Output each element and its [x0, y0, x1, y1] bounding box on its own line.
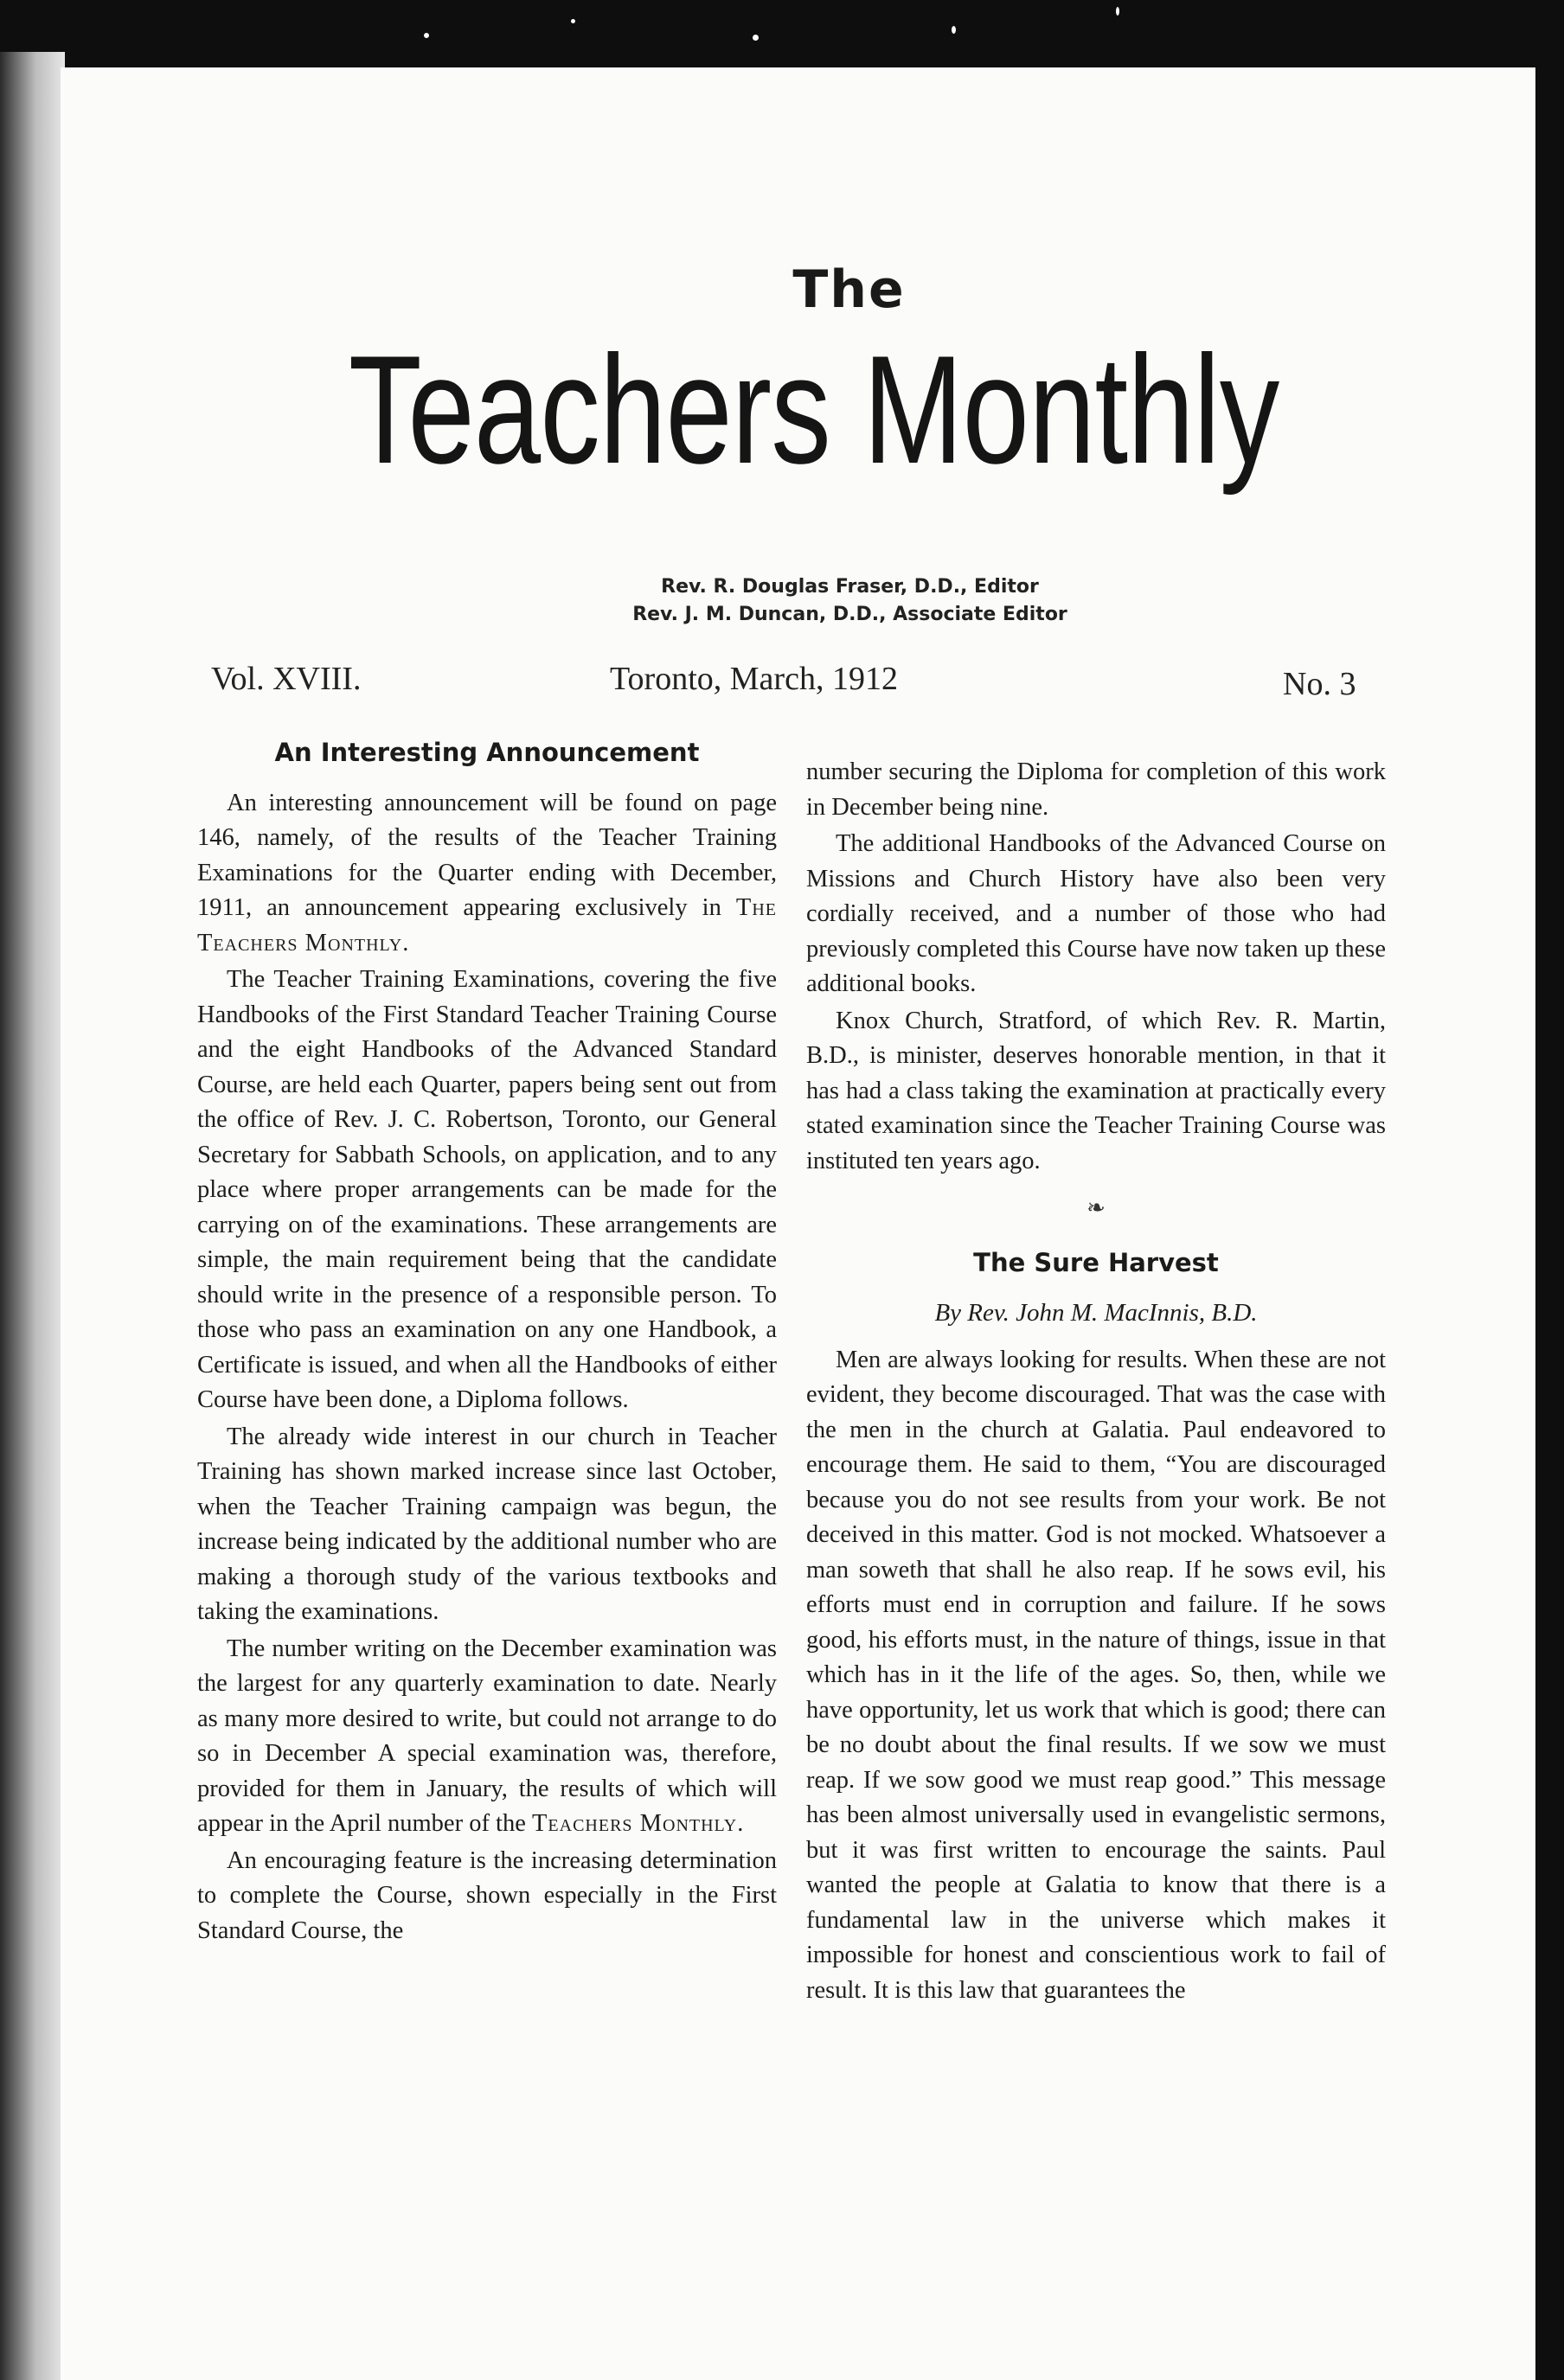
- paragraph-text: An interesting announcement will be found on page 146, namely, of the results of the Teacher Training Examinations for the Quarter ending with December, 1911, an announcement appearing exclusively in: [197, 789, 777, 921]
- place-date: Toronto, March, 1912: [610, 661, 898, 697]
- volume-label: Vol. XVIII.: [211, 661, 362, 697]
- scan-speck: [571, 19, 575, 23]
- paragraph: Knox Church, Stratford, of which Rev. R. Martin, B.D., is minister, deserves honorable mention, in that it has had a class taking the examination at practically every stated examination since the Teacher Training Course was instituted ten years ago.: [806, 1007, 1386, 1174]
- associate-editor-line: Rev. J. M. Duncan, D.D., Associate Editor: [632, 604, 1067, 625]
- page-edge-shadow: [0, 52, 65, 2380]
- paragraph: [197, 786, 777, 962]
- scan-speck: [424, 33, 429, 38]
- punctuation: .: [402, 929, 409, 956]
- paragraph: Men are always looking for results. When these are not evident, they become discouraged. That was the case with the men in the church at Galatia. Paul endeavored to encourage them. He said to them, “You are discouraged because you do not see results from your work. Be not deceived in this matter. God is not mocked. Whatsoever a man soweth that shall he also reap. If he sows evil, his efforts must end in corruption and failure. If he sows good, his efforts must, in the nature of things, issue in that which has in it the life of the ages. So, then, while we have opportunity, let us work that which is good; there can be no doubt about the final results. If we sow we must reap. If we sow good we must reap good.” This message has been almost universally used in evangelistic sermons, but it was first written to encourage the saints. Paul wanted the people at Galatia to know that there is a fundamental law in the universe which makes it impossible for honest and conscientious work to fail of result. It is this law that guarantees the: [806, 1346, 1386, 2004]
- punctuation: .: [737, 1810, 744, 1837]
- section-ornament: ❧: [1086, 1195, 1106, 1220]
- editors-block: [164, 573, 1535, 629]
- paragraph: The additional Handbooks of the Advanced Course on Missions and Church History have also been very cordially received, and a number of those who had previously completed this Course have now taken up these additional books.: [806, 830, 1386, 997]
- issue-number: No. 3: [1283, 666, 1356, 702]
- article-heading: An Interesting Announcement: [274, 738, 700, 767]
- scan-speck: [753, 35, 759, 41]
- document-page: [61, 67, 1535, 2380]
- paragraph: The already wide interest in our church in Teacher Training has shown marked increase since last October, when the Teacher Training campaign was begun, the increase being indicated by the additional number who are making a thorough study of the various textbooks and taking the examinations.: [197, 1423, 777, 1625]
- paragraph: The Teacher Training Examinations, covering the five Handbooks of the First Standard Teacher Training Course and the eight Handbooks of the Advanced Standard Course, are held each Quarter, papers being sent out from the office of Rev. J. C. Robertson, Toronto, our General Secretary for Sabbath Schools, on application, and to any place where proper arrangements can be made for the carrying on of the examinations. These arrangements are simple, the main requirement being that the candidate should write in the presence of a responsible person. To those who pass an examination on any one Handbook, a Certificate is issued, and when all the Handbooks of either Course have been done, a Diploma follows.: [197, 966, 777, 1413]
- editor-line: Rev. R. Douglas Fraser, D.D., Editor: [661, 576, 1039, 598]
- scan-speck: [952, 26, 956, 34]
- byline: By Rev. John M. MacInnis, B.D.: [934, 1299, 1258, 1327]
- paragraph-text: The number writing on the December examination was the largest for any quarterly examination to date. Nearly as many more desired to write, but could not arrange to do so in December A special examination was, therefore, provided for them in January, the results of which will appear in the April number of the: [197, 1635, 777, 1837]
- article-heading: The Sure Harvest: [973, 1247, 1219, 1277]
- masthead-the: The: [792, 259, 906, 320]
- paragraph: [197, 1632, 777, 1842]
- publication-name: The Teachers Monthly: [197, 894, 777, 956]
- dateline: [61, 660, 1535, 712]
- paragraph: An encouraging feature is the increasing determination to complete the Course, shown especially in the First Standard Course, the: [197, 1846, 777, 1944]
- masthead-title: Teachers Monthly: [348, 323, 1279, 496]
- left-column: [197, 733, 777, 1950]
- publication-name: Teachers Monthly: [532, 1810, 738, 1837]
- scan-speck: [1116, 7, 1119, 16]
- right-column: [806, 755, 1386, 2010]
- paragraph-continued: number securing the Diploma for completion of this work in December being nine.: [806, 758, 1386, 821]
